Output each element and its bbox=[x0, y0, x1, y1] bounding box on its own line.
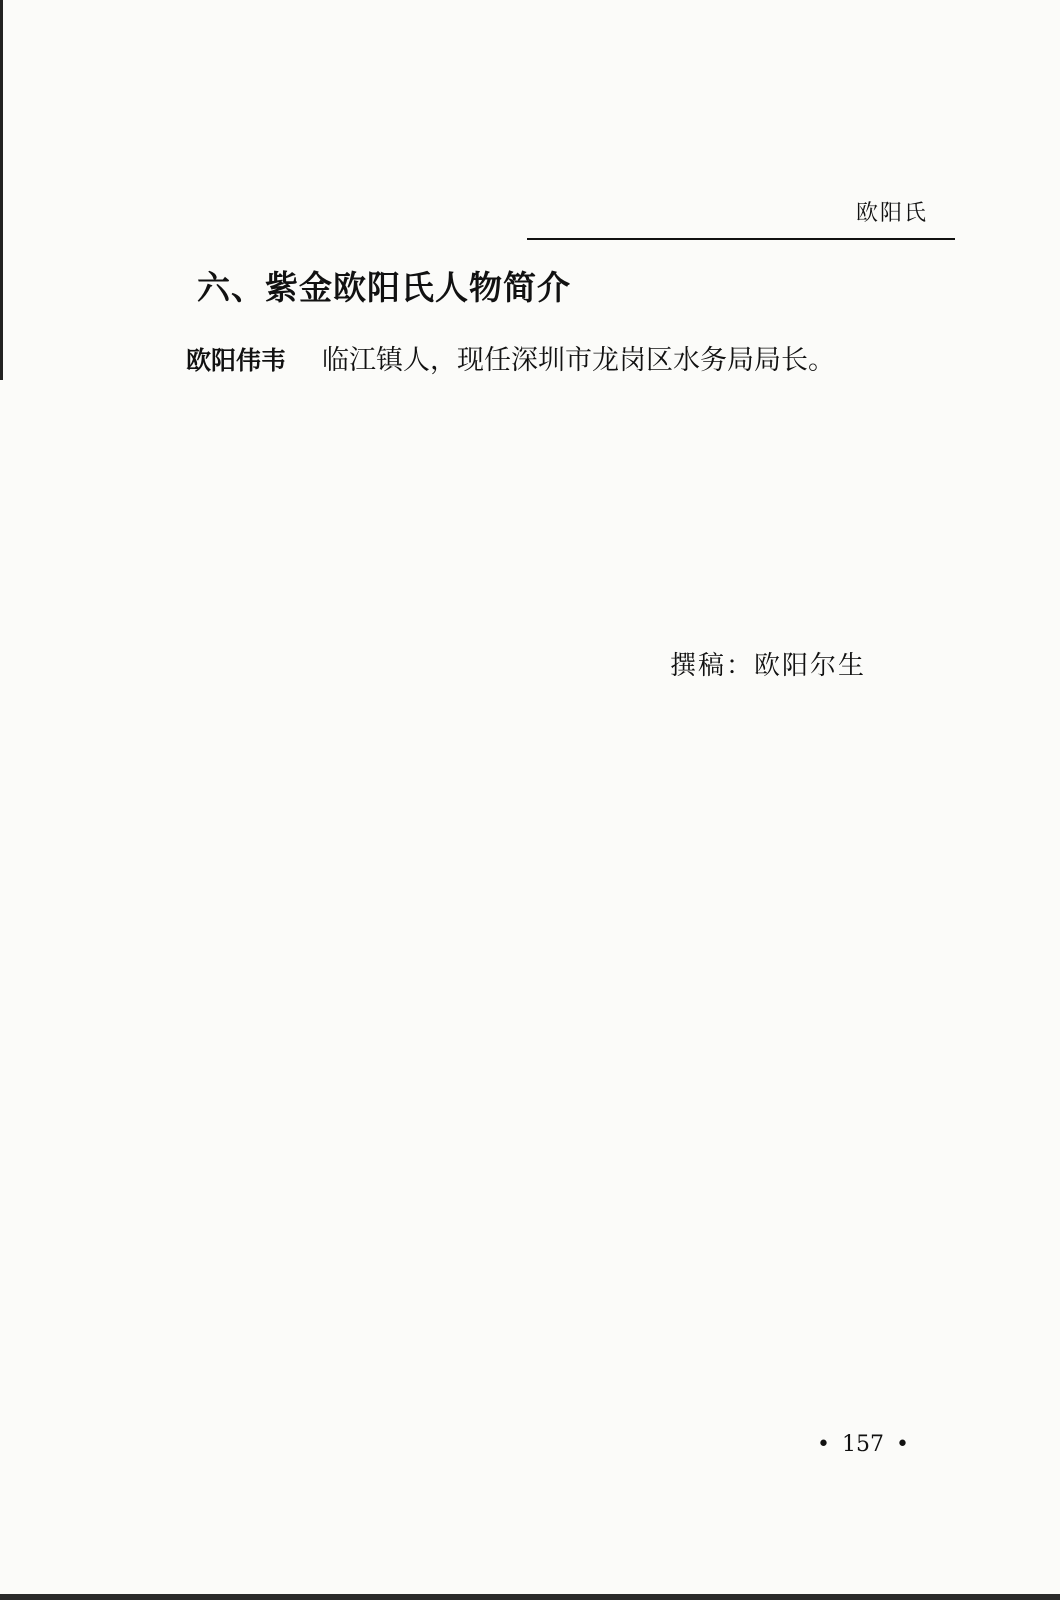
scan-left-edge bbox=[0, 0, 3, 380]
section-title: 六、紫金欧阳氏人物简介 bbox=[197, 268, 571, 307]
bullet-left: • bbox=[817, 1432, 830, 1457]
page-number: 157 bbox=[841, 1432, 884, 1457]
header-rule bbox=[527, 238, 955, 240]
page-number-footer bbox=[805, 1432, 921, 1457]
author-byline: 撰稿：欧阳尔生 bbox=[670, 651, 867, 681]
person-description: 临江镇人，现任深圳市龙岗区水务局局长。 bbox=[322, 345, 836, 376]
running-header: 欧阳氏 bbox=[855, 201, 928, 226]
person-name: 欧阳伟韦 bbox=[186, 346, 287, 375]
person-entry bbox=[186, 338, 835, 377]
bullet-right: • bbox=[895, 1432, 909, 1457]
scan-bottom-edge bbox=[0, 1594, 1060, 1600]
